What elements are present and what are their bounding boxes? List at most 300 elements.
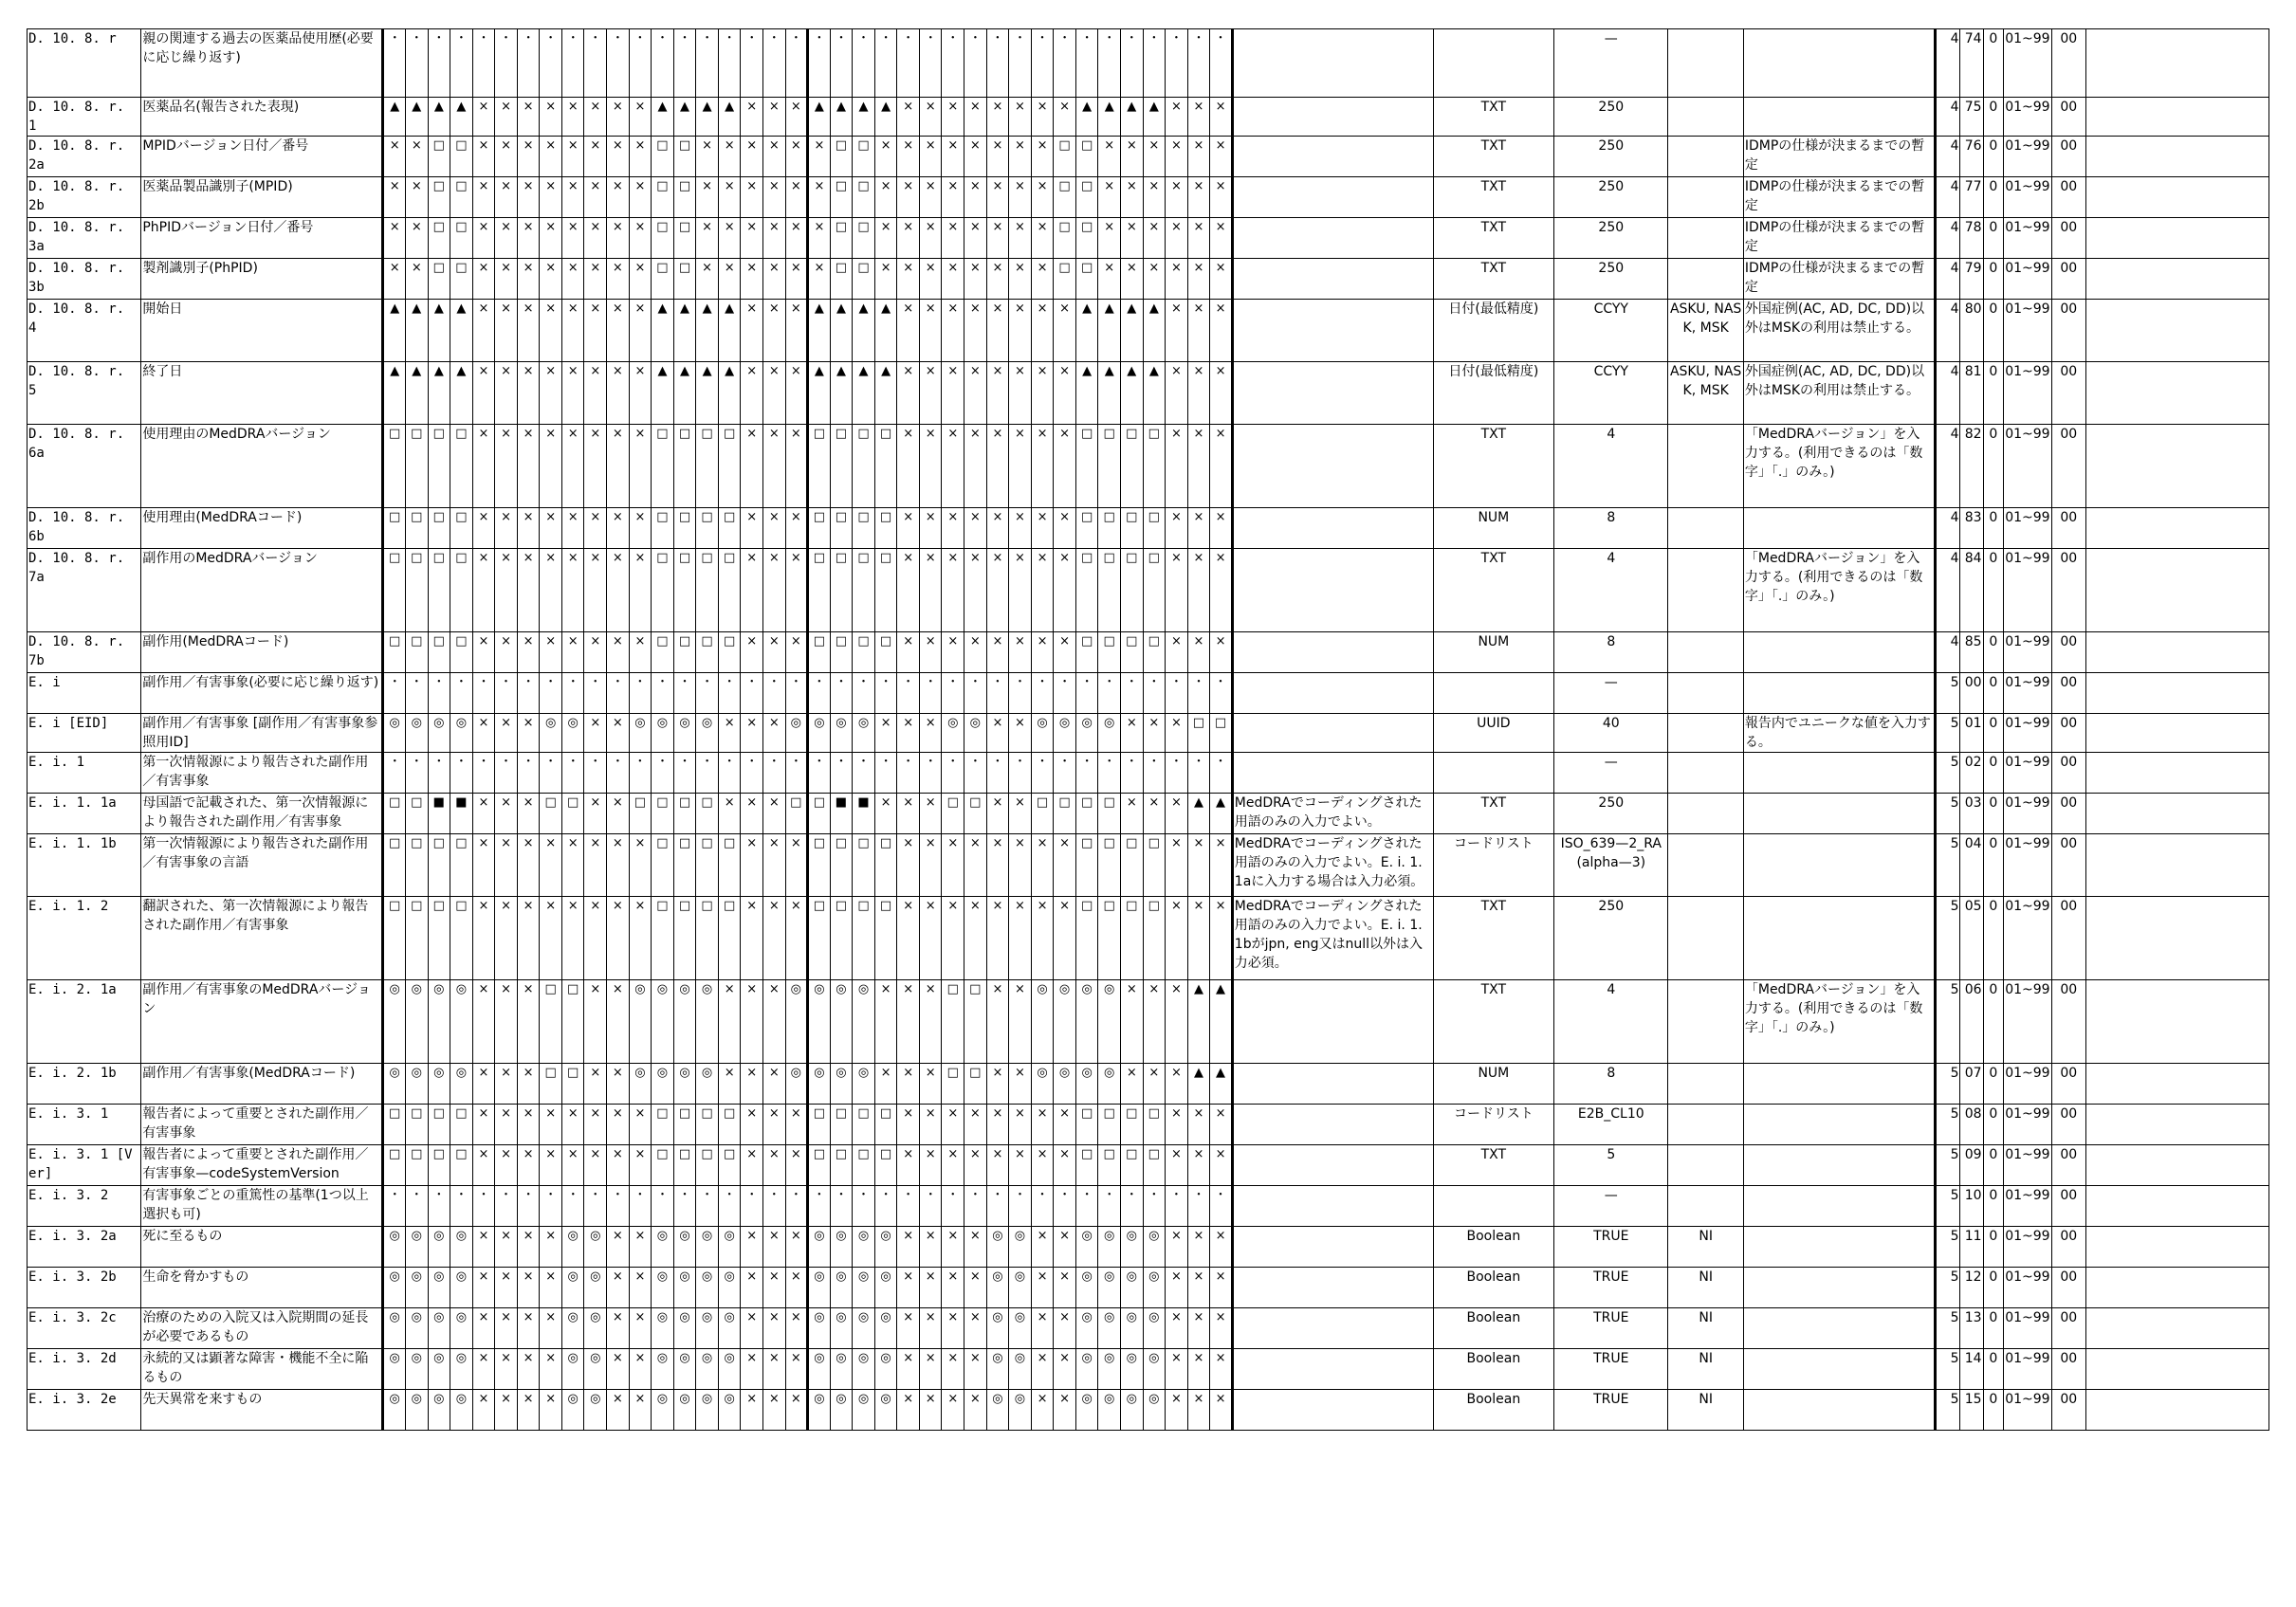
item-name-cell: 副作用／有害事象のMedDRAバージョン — [141, 980, 383, 1064]
mark-cell: ・ — [517, 673, 540, 714]
mark-cell: ◎ — [1098, 1227, 1121, 1268]
null-flavor-cell — [1668, 753, 1743, 794]
mark-cell: × — [942, 218, 964, 259]
mark-cell: ・ — [1031, 29, 1054, 98]
code-5-cell: 00 — [2051, 834, 2085, 897]
mark-cell: ◎ — [652, 1349, 674, 1390]
mark-cell: × — [942, 300, 964, 362]
mark-cell: × — [495, 834, 518, 897]
item-name-cell: 生命を脅かすもの — [141, 1268, 383, 1308]
note-cell — [1232, 1227, 1433, 1268]
mark-cell: ・ — [830, 1186, 853, 1227]
mark-cell: × — [472, 897, 495, 980]
mark-cell: × — [607, 549, 630, 632]
table-row — [28, 1268, 2269, 1308]
mark-cell: ・ — [696, 673, 719, 714]
item-name-cell: 第一次情報源により報告された副作用／有害事象の言語 — [141, 834, 383, 897]
mark-cell: ◎ — [383, 980, 406, 1064]
mark-cell: □ — [1075, 259, 1098, 300]
mark-cell: × — [1187, 177, 1210, 218]
mark-cell: ◎ — [428, 1064, 450, 1105]
mark-cell: □ — [1120, 897, 1143, 980]
mark-cell: ・ — [383, 673, 406, 714]
mark-cell: × — [1031, 362, 1054, 425]
mark-cell: × — [540, 425, 562, 508]
mark-cell: ◎ — [986, 1349, 1009, 1390]
mark-cell: ◎ — [830, 1390, 853, 1431]
length-cell: — — [1554, 29, 1668, 98]
mark-cell: × — [942, 1349, 964, 1390]
mark-cell: □ — [652, 218, 674, 259]
mark-cell: ・ — [607, 1186, 630, 1227]
code-5-cell: 00 — [2051, 300, 2085, 362]
mark-cell: ◎ — [405, 1308, 428, 1349]
mark-cell: × — [1210, 549, 1233, 632]
mark-cell: × — [561, 218, 584, 259]
null-flavor-cell — [1668, 549, 1743, 632]
mark-cell: × — [517, 1349, 540, 1390]
mark-cell: □ — [696, 508, 719, 549]
mark-cell: × — [607, 632, 630, 673]
item-name-cell: 副作用／有害事象(必要に応じ繰り返す) — [141, 673, 383, 714]
mark-cell: □ — [405, 897, 428, 980]
mark-cell: □ — [652, 425, 674, 508]
mark-cell: ・ — [673, 29, 696, 98]
mark-cell: ▲ — [696, 300, 719, 362]
mark-cell: ▲ — [405, 300, 428, 362]
mark-cell: × — [1031, 632, 1054, 673]
mark-cell: × — [561, 300, 584, 362]
mark-cell: ・ — [405, 29, 428, 98]
mark-cell: × — [607, 218, 630, 259]
mark-cell: × — [1143, 1064, 1166, 1105]
mark-cell: ◎ — [673, 1227, 696, 1268]
mark-cell: □ — [450, 1145, 473, 1186]
mark-cell: ◎ — [673, 1308, 696, 1349]
mark-cell: ◎ — [696, 714, 719, 753]
mark-cell: □ — [696, 1105, 719, 1145]
mark-cell: ・ — [986, 29, 1009, 98]
mark-cell: × — [785, 300, 808, 362]
mark-cell: ・ — [762, 29, 785, 98]
mark-cell: □ — [696, 549, 719, 632]
mark-cell: × — [607, 259, 630, 300]
item-name-cell: 使用理由(MedDRAコード) — [141, 508, 383, 549]
length-cell: TRUE — [1554, 1227, 1668, 1268]
mark-cell: □ — [718, 425, 741, 508]
mark-cell: □ — [405, 632, 428, 673]
null-flavor-cell — [1668, 29, 1743, 98]
mark-cell: × — [495, 897, 518, 980]
mark-cell: ・ — [450, 1186, 473, 1227]
mark-cell: ・ — [405, 1186, 428, 1227]
mark-cell: × — [561, 1145, 584, 1186]
mark-cell: ▲ — [450, 300, 473, 362]
mark-cell: × — [942, 897, 964, 980]
data-type-cell: TXT — [1433, 1145, 1554, 1186]
condition-cell: IDMPの仕様が決まるまでの暫定 — [1743, 218, 1935, 259]
mark-cell: ◎ — [1075, 1390, 1098, 1431]
mark-cell: ・ — [964, 673, 987, 714]
mark-cell: × — [1054, 834, 1076, 897]
item-id-cell: E. i. 2. 1a — [28, 980, 141, 1064]
mark-cell: × — [919, 137, 942, 177]
mark-cell: ◎ — [1031, 714, 1054, 753]
mark-cell: × — [472, 425, 495, 508]
mark-cell: × — [584, 1145, 607, 1186]
mark-cell: ▲ — [450, 98, 473, 137]
mark-cell: × — [762, 1064, 785, 1105]
mark-cell: ◎ — [874, 1390, 897, 1431]
mark-cell: × — [540, 508, 562, 549]
mark-cell: □ — [696, 794, 719, 834]
length-cell: 250 — [1554, 137, 1668, 177]
null-flavor-cell: NI — [1668, 1390, 1743, 1431]
mark-cell: ▲ — [718, 300, 741, 362]
mark-cell: ▲ — [1120, 362, 1143, 425]
mark-cell: × — [405, 218, 428, 259]
mark-cell: × — [897, 300, 920, 362]
mark-cell: × — [584, 1064, 607, 1105]
mark-cell: □ — [405, 834, 428, 897]
code-1-cell: 5 — [1936, 753, 1960, 794]
mark-cell: × — [561, 259, 584, 300]
mark-cell: × — [964, 549, 987, 632]
condition-cell: 「MedDRAバージョン」を入力する。(利用できるのは「数字」「.」のみ。) — [1743, 425, 1935, 508]
mark-cell: × — [540, 300, 562, 362]
mark-cell: ◎ — [1054, 714, 1076, 753]
note-cell — [1232, 1308, 1433, 1349]
mark-cell: × — [897, 1390, 920, 1431]
mark-cell: × — [495, 1064, 518, 1105]
mark-cell: × — [1210, 1268, 1233, 1308]
mark-cell: × — [607, 980, 630, 1064]
mark-cell: ▲ — [1187, 1064, 1210, 1105]
null-flavor-cell — [1668, 980, 1743, 1064]
null-flavor-cell — [1668, 714, 1743, 753]
mark-cell: × — [629, 362, 652, 425]
mark-cell: ・ — [495, 753, 518, 794]
mark-cell: □ — [1098, 794, 1121, 834]
mark-cell: × — [584, 259, 607, 300]
table-row — [28, 980, 2269, 1064]
mark-cell: × — [919, 259, 942, 300]
blank-cell — [2085, 794, 2268, 834]
mark-cell: × — [897, 362, 920, 425]
condition-cell — [1743, 29, 1935, 98]
code-1-cell: 5 — [1936, 1308, 1960, 1349]
item-name-cell: 医薬品製品識別子(MPID) — [141, 177, 383, 218]
mark-cell: ◎ — [1031, 980, 1054, 1064]
mark-cell: × — [1166, 508, 1188, 549]
mark-cell: ▲ — [405, 362, 428, 425]
code-1-cell: 5 — [1936, 714, 1960, 753]
mark-cell: × — [897, 1064, 920, 1105]
mark-cell: □ — [1098, 425, 1121, 508]
mark-cell: × — [964, 508, 987, 549]
mark-cell: ▲ — [673, 98, 696, 137]
mark-cell: □ — [830, 834, 853, 897]
mark-cell: ◎ — [986, 1308, 1009, 1349]
mark-cell: × — [964, 218, 987, 259]
mark-cell: □ — [673, 549, 696, 632]
mark-cell: □ — [383, 549, 406, 632]
data-type-cell: NUM — [1433, 1064, 1554, 1105]
mark-cell: × — [919, 1227, 942, 1268]
mark-cell: × — [629, 1145, 652, 1186]
mark-cell: □ — [1098, 508, 1121, 549]
length-cell: 250 — [1554, 98, 1668, 137]
mark-cell: ▲ — [696, 98, 719, 137]
item-name-cell: 報告者によって重要とされた副作用／有害事象 — [141, 1105, 383, 1145]
mark-cell: × — [897, 259, 920, 300]
mark-cell: × — [762, 1105, 785, 1145]
mark-cell: × — [897, 549, 920, 632]
code-1-cell: 4 — [1936, 177, 1960, 218]
code-3-cell: 0 — [1983, 425, 2004, 508]
mark-cell: ・ — [1031, 673, 1054, 714]
code-1-cell: 4 — [1936, 425, 1960, 508]
mark-cell: ・ — [741, 29, 763, 98]
mark-cell: ◎ — [1009, 1349, 1032, 1390]
mark-cell: □ — [1075, 218, 1098, 259]
mark-cell: □ — [673, 137, 696, 177]
mark-cell: × — [540, 218, 562, 259]
mark-cell: × — [584, 714, 607, 753]
mark-cell: ■ — [450, 794, 473, 834]
mark-cell: × — [964, 300, 987, 362]
mark-cell: ◎ — [673, 714, 696, 753]
mark-cell: ・ — [517, 753, 540, 794]
mark-cell: × — [874, 980, 897, 1064]
item-id-cell: E. i. 3. 2 — [28, 1186, 141, 1227]
code-5-cell: 00 — [2051, 897, 2085, 980]
mark-cell: × — [1187, 98, 1210, 137]
condition-cell — [1743, 897, 1935, 980]
condition-cell — [1743, 508, 1935, 549]
condition-cell: IDMPの仕様が決まるまでの暫定 — [1743, 259, 1935, 300]
mark-cell: □ — [1054, 794, 1076, 834]
mark-cell: × — [897, 897, 920, 980]
note-cell — [1232, 1064, 1433, 1105]
mark-cell: × — [1166, 980, 1188, 1064]
mark-cell: ◎ — [1143, 1349, 1166, 1390]
mark-cell: × — [919, 177, 942, 218]
mark-cell: × — [629, 834, 652, 897]
mark-cell: × — [741, 1105, 763, 1145]
mark-cell: ・ — [1098, 673, 1121, 714]
data-type-cell: Boolean — [1433, 1349, 1554, 1390]
mark-cell: □ — [561, 1064, 584, 1105]
mark-cell: × — [629, 1349, 652, 1390]
table-row — [28, 98, 2269, 137]
mark-cell: × — [942, 98, 964, 137]
mark-cell: ・ — [428, 753, 450, 794]
mark-cell: □ — [964, 980, 987, 1064]
mark-cell: ・ — [607, 753, 630, 794]
mark-cell: × — [495, 362, 518, 425]
mark-cell: □ — [1143, 1105, 1166, 1145]
mark-cell: × — [919, 794, 942, 834]
null-flavor-cell — [1668, 259, 1743, 300]
mark-cell: ▲ — [428, 362, 450, 425]
mark-cell: □ — [874, 549, 897, 632]
mark-cell: ◎ — [1143, 1268, 1166, 1308]
data-type-cell: 日付(最低精度) — [1433, 300, 1554, 362]
code-1-cell: 5 — [1936, 897, 1960, 980]
mark-cell: × — [495, 1105, 518, 1145]
mark-cell: ◎ — [1120, 1308, 1143, 1349]
mark-cell: ・ — [874, 753, 897, 794]
mark-cell: □ — [808, 897, 831, 980]
blank-cell — [2085, 549, 2268, 632]
mark-cell: × — [986, 137, 1009, 177]
code-1-cell: 4 — [1936, 98, 1960, 137]
mark-cell: ・ — [897, 29, 920, 98]
mark-cell: × — [1009, 425, 1032, 508]
mark-cell: × — [718, 137, 741, 177]
mark-cell: □ — [383, 834, 406, 897]
mark-cell: ・ — [1120, 673, 1143, 714]
mark-cell: □ — [1031, 794, 1054, 834]
mark-cell: × — [1054, 897, 1076, 980]
item-id-cell: D. 10. 8. r. 3a — [28, 218, 141, 259]
mark-cell: ・ — [1143, 673, 1166, 714]
mark-cell: × — [942, 1390, 964, 1431]
mark-cell: × — [561, 1105, 584, 1145]
mark-cell: ◎ — [1075, 1064, 1098, 1105]
mark-cell: × — [1031, 177, 1054, 218]
mark-cell: × — [1031, 425, 1054, 508]
code-2-cell: 79 — [1960, 259, 1983, 300]
mark-cell: × — [964, 137, 987, 177]
mark-cell: × — [741, 1349, 763, 1390]
null-flavor-cell — [1668, 1105, 1743, 1145]
mark-cell: ・ — [540, 753, 562, 794]
table-row — [28, 425, 2269, 508]
code-3-cell: 0 — [1983, 177, 2004, 218]
mark-cell: □ — [1054, 177, 1076, 218]
mark-cell: × — [762, 1390, 785, 1431]
mark-cell: × — [741, 98, 763, 137]
mark-cell: × — [1166, 1308, 1188, 1349]
mark-cell: × — [919, 980, 942, 1064]
mark-cell: × — [629, 549, 652, 632]
mark-cell: ・ — [673, 673, 696, 714]
mark-cell: ▲ — [853, 362, 875, 425]
data-type-cell: UUID — [1433, 714, 1554, 753]
mark-cell: × — [762, 549, 785, 632]
mark-cell: ▲ — [1210, 980, 1233, 1064]
item-id-cell: D. 10. 8. r. 1 — [28, 98, 141, 137]
code-5-cell: 00 — [2051, 218, 2085, 259]
table-row — [28, 1064, 2269, 1105]
mark-cell: ・ — [540, 673, 562, 714]
code-5-cell: 00 — [2051, 137, 2085, 177]
mark-cell: ◎ — [405, 1390, 428, 1431]
mark-cell: □ — [718, 549, 741, 632]
code-4-cell: 01~99 — [2004, 508, 2052, 549]
item-id-cell: E. i. 3. 2b — [28, 1268, 141, 1308]
mark-cell: ・ — [584, 1186, 607, 1227]
mark-cell: × — [540, 362, 562, 425]
code-5-cell: 00 — [2051, 29, 2085, 98]
mark-cell: ・ — [1187, 673, 1210, 714]
data-type-cell: 日付(最低精度) — [1433, 362, 1554, 425]
mark-cell: × — [1031, 508, 1054, 549]
mark-cell: × — [762, 98, 785, 137]
mark-cell: □ — [874, 1145, 897, 1186]
mark-cell: × — [495, 1308, 518, 1349]
mark-cell: × — [1187, 834, 1210, 897]
mark-cell: × — [986, 794, 1009, 834]
mark-cell: ▲ — [1143, 98, 1166, 137]
mark-cell: ◎ — [405, 1349, 428, 1390]
mark-cell: □ — [383, 897, 406, 980]
mark-cell: × — [1187, 425, 1210, 508]
spec-table — [27, 28, 2269, 1431]
length-cell: TRUE — [1554, 1390, 1668, 1431]
mark-cell: × — [741, 632, 763, 673]
length-cell: — — [1554, 753, 1668, 794]
mark-cell: □ — [383, 1105, 406, 1145]
table-row — [28, 753, 2269, 794]
mark-cell: ◎ — [718, 1349, 741, 1390]
mark-cell: × — [561, 425, 584, 508]
mark-cell: ・ — [942, 753, 964, 794]
mark-cell: ・ — [897, 673, 920, 714]
mark-cell: × — [1098, 218, 1121, 259]
code-2-cell: 83 — [1960, 508, 1983, 549]
code-5-cell: 00 — [2051, 1390, 2085, 1431]
mark-cell: × — [383, 177, 406, 218]
mark-cell: ◎ — [986, 1390, 1009, 1431]
mark-cell: □ — [718, 834, 741, 897]
mark-cell: × — [874, 1064, 897, 1105]
mark-cell: □ — [1098, 897, 1121, 980]
code-3-cell: 0 — [1983, 508, 2004, 549]
condition-cell — [1743, 1186, 1935, 1227]
mark-cell: × — [561, 98, 584, 137]
item-id-cell: E. i — [28, 673, 141, 714]
null-flavor-cell: NI — [1668, 1227, 1743, 1268]
table-row — [28, 714, 2269, 753]
mark-cell: × — [1009, 834, 1032, 897]
mark-cell: ・ — [540, 29, 562, 98]
code-4-cell: 01~99 — [2004, 980, 2052, 1064]
note-cell — [1232, 29, 1433, 98]
mark-cell: ▲ — [652, 362, 674, 425]
mark-cell: ・ — [405, 753, 428, 794]
mark-cell: □ — [808, 794, 831, 834]
blank-cell — [2085, 980, 2268, 1064]
mark-cell: □ — [561, 980, 584, 1064]
mark-cell: × — [1210, 1308, 1233, 1349]
mark-cell: × — [785, 1268, 808, 1308]
mark-cell: ◎ — [629, 1064, 652, 1105]
length-cell: 40 — [1554, 714, 1668, 753]
mark-cell: × — [897, 1105, 920, 1145]
null-flavor-cell — [1668, 834, 1743, 897]
mark-cell: ・ — [1009, 753, 1032, 794]
mark-cell: ◎ — [696, 1308, 719, 1349]
mark-cell: × — [1031, 1227, 1054, 1268]
mark-cell: × — [517, 177, 540, 218]
mark-cell: □ — [1143, 425, 1166, 508]
code-3-cell: 0 — [1983, 753, 2004, 794]
mark-cell: ▲ — [1098, 300, 1121, 362]
code-2-cell: 77 — [1960, 177, 1983, 218]
